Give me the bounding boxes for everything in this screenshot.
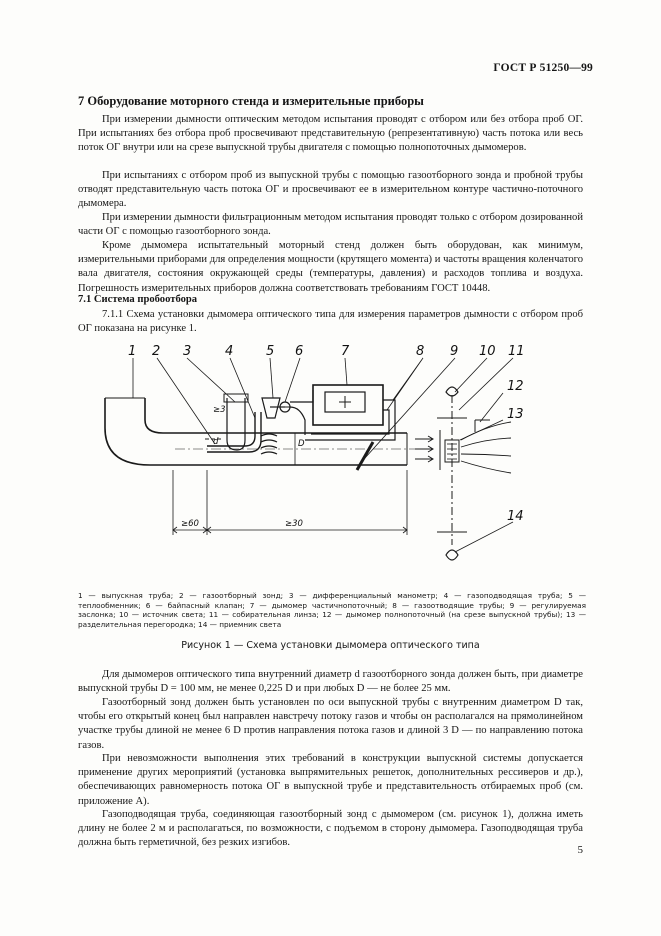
paragraph: Кроме дымомера испытательный моторный стенд должен быть оборудован, как минимум, измерительными приборами для определения мощности (крутящего момента) и частоты вращения коленчатого вала двигателя, состояния окружающей среды (температуры, давления) и расходов топлива и воздуха. Погрешность измерительных приборов должна соответствовать требованиям ГОСТ 10448.: [78, 240, 583, 294]
figure-label-11: 11: [508, 344, 525, 359]
section-7-title: 7 Оборудование моторного стенда и измерительные приборы: [78, 94, 424, 108]
figure-label-2: 2: [152, 344, 161, 359]
paragraph: При невозможности выполнения этих требований в конструкции выпускной системы допускается применение других мероприятий (установка выпрямительных решеток, дополнительных рессиверов и др.), обеспечивающих равномерность потока ОГ в выпускной трубе и представительность отбираемых проб (см. приложение А).: [78, 753, 583, 807]
figure-label-14: 14: [507, 509, 524, 524]
paragraph: Газоотборный зонд должен быть установлен по оси выпускной трубы с внутренним диаметром D так, чтобы его открытый конец был направлен навстречу потоку газов и чтобы он располагался на прямолинейном участке трубы длиной не менее 6 D против направления потока газов и длиной 3 D — по направлению потока газов.: [78, 697, 583, 751]
figure-label-3: 3: [183, 344, 192, 359]
partial-flow-meter-box: [313, 385, 383, 425]
figure-label-1: 1: [128, 344, 137, 359]
paragraph: При измерении дымности оптическим методом испытания проводят с отбором или без отбора проб ОГ. При испытаниях без отбора проб просвечивают представительную (репрезентативную) часть потока или весь поток ОГ внутри или на срезе выпускной трубы двигателя с помощью полнопоточных дымомеров.: [78, 114, 583, 154]
section-7-1-title: 7.1 Система пробоотбора: [78, 294, 198, 305]
paragraph: Газоподводящая труба, соединяющая газоотборный зонд с дымомером (см. рисунок 1), должна иметь длину не более 2 м и располагаться, по возможности, с подъемом в сторону дымомера. Газоподводящая труба должна быть герметичной, без резких изгибов.: [78, 809, 583, 849]
paragraph: 7.1.1 Схема установки дымомера оптического типа для измерения параметров дымности с отбором проб ОГ показана на рисунке 1.: [78, 309, 583, 335]
paragraph: При измерении дымности фильтрационным методом испытания проводят только с отбором дозированной части ОГ с помощью газоотборного зонда.: [78, 212, 583, 238]
section-7-1-body: [78, 308, 583, 336]
exhaust-pipe-elbow-inner: [145, 398, 200, 433]
after-figure-body: [78, 668, 583, 851]
figure-label-13: 13: [507, 407, 524, 422]
figure-label-8: 8: [416, 344, 425, 359]
figure-label-9: 9: [450, 344, 459, 359]
page-number: 5: [577, 844, 583, 856]
figure-label-5: 5: [266, 344, 275, 359]
paragraph: При испытаниях с отбором проб из выпускной трубы с помощью газоотборного зонда и пробной трубы отводят представительную часть потока ОГ и просвечивают ее в измерительном контуре частично-поточного дымомера.: [78, 170, 583, 210]
figure-label-4: 4: [225, 344, 234, 359]
dimension-right: ≥30: [285, 519, 303, 529]
dimension-left: ≥60: [181, 519, 199, 529]
dimension-D: D: [298, 439, 305, 449]
figure-1-diagram: [95, 340, 595, 590]
figure-label-7: 7: [341, 344, 350, 359]
dimension-h: ≥3: [213, 405, 226, 415]
section-7-body: [78, 113, 583, 296]
figure-title: Рисунок 1 — Схема установки дымомера оптического типа: [181, 640, 480, 651]
dimension-d: d: [213, 437, 219, 447]
figure-label-6: 6: [295, 344, 304, 359]
figure-legend: [78, 591, 586, 629]
paragraph: Для дымомеров оптического типа внутренний диаметр d газоотборного зонда должен быть, при диаметре выпускной трубы D = 100 мм, не менее 0,225 D и при любых D — не более 25 мм.: [78, 669, 583, 695]
document-number: ГОСТ Р 51250—99: [493, 62, 593, 74]
figure-label-10: 10: [479, 344, 496, 359]
figure-label-12: 12: [507, 379, 524, 394]
figure-legend-text: 1 — выпускная труба; 2 — газоотборный зонд; 3 — дифференциальный манометр; 4 — газоподводящая труба; 5 — теплообменник; 6 — байпасный клапан; 7 — дымомер частичнопоточный; 8 — газоотводящие трубы; 9 — регулируемая заслонка; 10 — источник света; 11 — собирательная линза; 12 — дымомер полнопоточный (на срезе выпускной трубы); 13 — разделительная перегородка; 14 — приемник света: [78, 591, 586, 629]
